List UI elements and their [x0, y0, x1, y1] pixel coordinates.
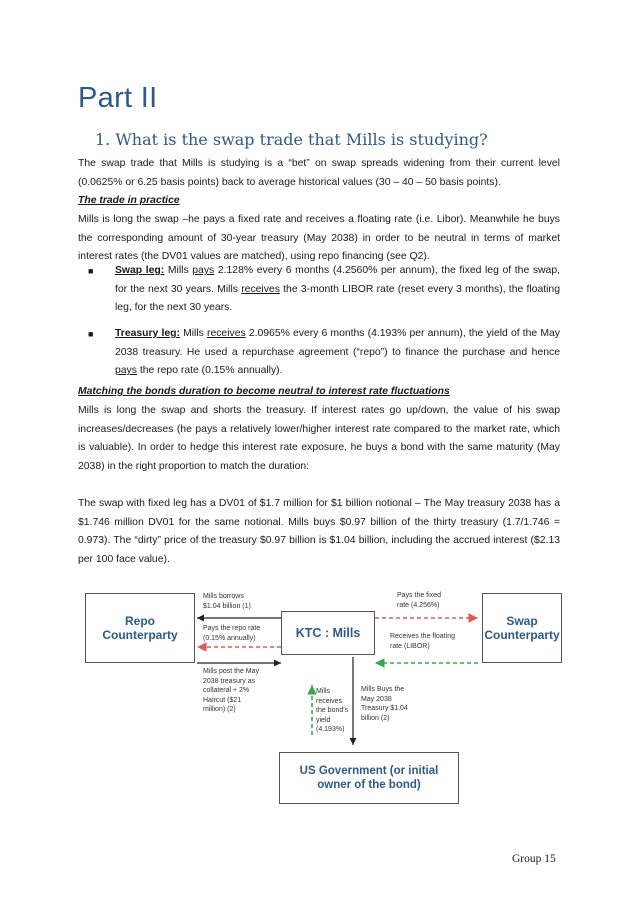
- bullet-text: Mills: [179, 328, 207, 339]
- ktc-mills-box: KTC : Mills: [281, 611, 375, 655]
- us-government-box: US Government (or initial owner of the bond): [279, 752, 459, 804]
- section-heading-matching: Matching the bonds duration to become neutral to interest rate fluctuations: [78, 386, 450, 397]
- bullet-underlined-term: pays: [192, 265, 215, 276]
- bullet-icon: ■: [88, 266, 94, 276]
- bullet-label: Treasury leg:: [115, 328, 180, 339]
- note-collateral: Mills post the May 2038 treasury as collateral + 2% Haircut ($21 million) (2): [203, 668, 260, 713]
- intro-paragraph: The swap trade that Mills is studying is a “bet” on swap spreads widening from their current level (0.0625% or 6.25 basis points) back to average historical values (30 – 40 – 50 basis points).: [78, 158, 560, 188]
- bullet-underlined-term: receives: [241, 283, 280, 295]
- note-borrows: Mills borrows $1.04 billion (1): [203, 593, 251, 610]
- bullet-underlined-term: receives: [206, 328, 246, 339]
- page-title: Part II: [78, 82, 158, 114]
- trade-diagram: [85, 585, 560, 810]
- question-heading: 1. What is the swap trade that Mills is studying?: [95, 130, 488, 149]
- note-fixed-rate: Pays the fixed rate (4.256%): [397, 592, 441, 609]
- bullet-text: 2.0965% every 6 months (4.193% per annum), the yield of the May 2038 treasury. He used a repurchase agreement (“repo”) to finance the purchase and hence: [115, 328, 560, 358]
- bullet-text: the 3-month LIBOR rate (reset every 3 months), the floating leg, for the next 30 years.: [115, 283, 560, 314]
- trade-paragraph: Mills is long the swap –he pays a fixed rate and receives a floating rate (i.e. Libor). Meanwhile he buys the corresponding amount of 30-year treasury (May 2038) in order to be neutral in terms of market interest rates (the DV01 values are matched), using repo financing (see Q2).: [78, 214, 560, 263]
- dv01-paragraph: The swap with fixed leg has a DV01 of $1.7 million for $1 billion notional – The May treasury 2038 has a $1.746 million DV01 for the same notional. Mills buys $0.97 billion of the thirty treasury (1.7/1.746 = 0.973). The “dirty” price of the treasury $0.97 billion is $1.04 billion, including the accrued interest ($2.13 per 100 face value).: [78, 498, 560, 565]
- bullet-treasury-leg: [115, 325, 560, 381]
- swap-counterparty-box: Swap Counterparty: [482, 593, 562, 663]
- bullet-text: the repo rate (0.15% annually).: [136, 365, 283, 377]
- note-repo-rate: Pays the repo rate (0.15% annually): [203, 625, 261, 642]
- matching-paragraph: Mills is long the swap and shorts the treasury. If interest rates go up/down, the value of his swap increases/decreases (he pays a relatively lower/higher interest rate compared to the market rate, which is valuable). In order to hedge this interest rate exposure, he buys a bond with the same maturity (May 2038) in the right proportion to match the duration:: [78, 405, 560, 472]
- bullet-underlined-term: pays: [115, 365, 137, 377]
- bullet-swap-leg: [115, 262, 560, 318]
- repo-counterparty-box: Repo Counterparty: [85, 593, 195, 663]
- note-buys-treasury: Mills Buys the May 2038 Treasury $1.04 billion (2): [361, 686, 408, 722]
- section-heading-trade: The trade in practice: [78, 195, 180, 206]
- bullet-text: 2.128% every 6 months (4.2560% per annum), the fixed leg of the swap, for the next 30 years. Mills: [115, 265, 560, 295]
- note-floating-rate: Receives the floating rate (LIBOR): [390, 633, 455, 650]
- page-footer: Group 15: [512, 853, 556, 865]
- bullet-icon: ■: [88, 329, 94, 339]
- note-bond-yield: Mills receives the bond's yield (4.193%): [316, 688, 349, 733]
- bullet-text: Mills: [164, 265, 193, 276]
- bullet-label: Swap leg:: [115, 265, 165, 276]
